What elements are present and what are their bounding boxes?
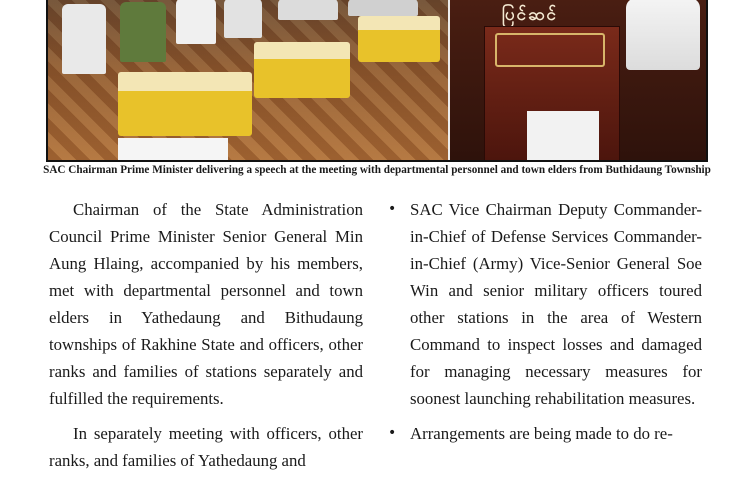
- speaker-figure: [626, 0, 700, 70]
- bullet-icon: •: [388, 425, 397, 441]
- paper-stack: [118, 138, 228, 162]
- attendee-figure: [120, 2, 166, 62]
- attendee-figure: [176, 0, 216, 44]
- attendee-figure: [348, 0, 418, 16]
- podium-emblem: [495, 33, 605, 67]
- bullet-item: [388, 196, 702, 412]
- backdrop-banner-text: ပြင်ဆင်: [502, 5, 558, 25]
- bullet-icon: •: [388, 201, 397, 217]
- bullet-text: SAC Vice Chairman Deputy Commander-in-Chief of Defense Services Commander-in-Chief (Army) Vice-Senior General Soe Win and senior military officers toured other stations in the area of Western Command to inspect losses and damaged for managing necessary measures for soonest launching rehabilitation measures.: [410, 200, 702, 408]
- audience-photo: [48, 0, 448, 160]
- news-photo: [46, 0, 708, 162]
- photo-caption: SAC Chairman Prime Minister delivering a speech at the meeting with departmental personnel and town elders from Buthidaung Township: [43, 164, 711, 176]
- podium: [484, 26, 620, 162]
- article-paragraph: Chairman of the State Administration Council Prime Minister Senior General Min Aung Hlaing, accompanied by his members, met with departmental personnel and town elders in Yathedaung and Bithudaung townships of Rakhine State and officers, other ranks and families of stations separately and fulfilled the requirements.: [49, 200, 363, 408]
- bullet-text: Arrangements are being made to do re-: [410, 424, 673, 443]
- draped-table: [118, 72, 252, 136]
- draped-table: [358, 16, 440, 62]
- article-paragraph: In separately meeting with officers, other ranks, and families of Yathedaung and: [49, 424, 363, 470]
- right-column: [388, 196, 702, 455]
- attendee-figure: [224, 0, 262, 38]
- draped-table: [254, 42, 350, 98]
- bullet-item: [388, 420, 702, 447]
- left-column: [49, 196, 363, 482]
- speaker-photo: [450, 0, 706, 160]
- attendee-figure: [62, 4, 106, 74]
- podium-paper: [527, 111, 599, 162]
- attendee-figure: [278, 0, 338, 20]
